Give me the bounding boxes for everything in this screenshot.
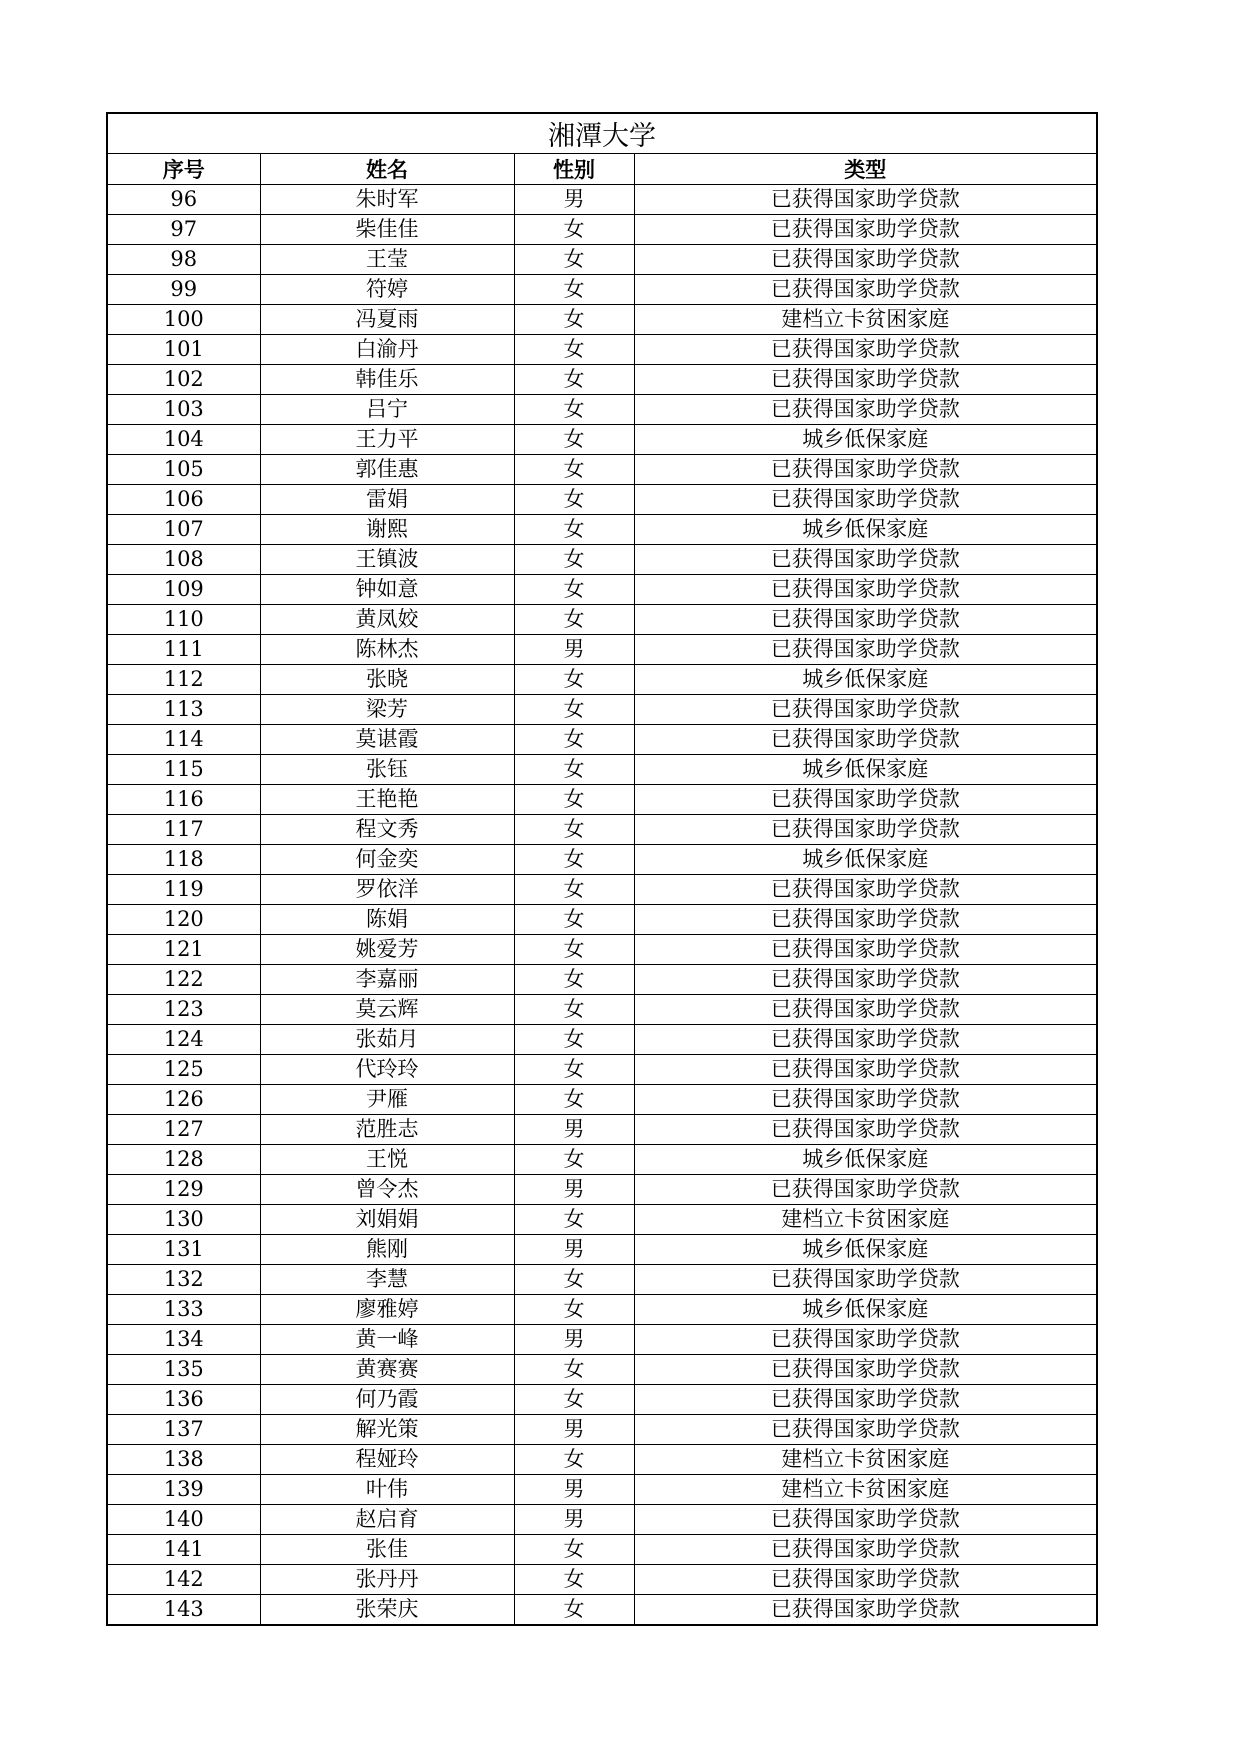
cell-gender: 女 xyxy=(514,575,634,605)
cell-name: 朱时军 xyxy=(260,185,514,215)
table-row xyxy=(107,1445,1097,1475)
table-row xyxy=(107,935,1097,965)
cell-index: 117 xyxy=(107,815,260,845)
cell-type: 建档立卡贫困家庭 xyxy=(634,305,1097,335)
table-row xyxy=(107,665,1097,695)
table-row xyxy=(107,1595,1097,1626)
cell-name: 冯夏雨 xyxy=(260,305,514,335)
cell-gender: 男 xyxy=(514,185,634,215)
cell-name: 莫谌霞 xyxy=(260,725,514,755)
table-row xyxy=(107,1355,1097,1385)
cell-gender: 男 xyxy=(514,1175,634,1205)
cell-index: 125 xyxy=(107,1055,260,1085)
cell-gender: 女 xyxy=(514,875,634,905)
cell-gender: 女 xyxy=(514,1025,634,1055)
cell-name: 李嘉丽 xyxy=(260,965,514,995)
table-row xyxy=(107,305,1097,335)
cell-gender: 女 xyxy=(514,755,634,785)
cell-index: 108 xyxy=(107,545,260,575)
table-row xyxy=(107,1295,1097,1325)
cell-name: 何乃霞 xyxy=(260,1385,514,1415)
table-row xyxy=(107,1415,1097,1445)
cell-type: 已获得国家助学贷款 xyxy=(634,1505,1097,1535)
cell-type: 城乡低保家庭 xyxy=(634,755,1097,785)
cell-gender: 女 xyxy=(514,545,634,575)
table-row xyxy=(107,485,1097,515)
cell-index: 112 xyxy=(107,665,260,695)
cell-index: 114 xyxy=(107,725,260,755)
cell-type: 已获得国家助学贷款 xyxy=(634,1265,1097,1295)
cell-index: 101 xyxy=(107,335,260,365)
cell-type: 已获得国家助学贷款 xyxy=(634,335,1097,365)
cell-index: 126 xyxy=(107,1085,260,1115)
cell-type: 城乡低保家庭 xyxy=(634,1295,1097,1325)
cell-name: 张钰 xyxy=(260,755,514,785)
cell-type: 已获得国家助学贷款 xyxy=(634,1325,1097,1355)
cell-type: 已获得国家助学贷款 xyxy=(634,905,1097,935)
table-row xyxy=(107,725,1097,755)
cell-name: 叶伟 xyxy=(260,1475,514,1505)
cell-index: 130 xyxy=(107,1205,260,1235)
cell-index: 135 xyxy=(107,1355,260,1385)
table-row xyxy=(107,455,1097,485)
cell-name: 程娅玲 xyxy=(260,1445,514,1475)
cell-type: 已获得国家助学贷款 xyxy=(634,965,1097,995)
cell-gender: 女 xyxy=(514,245,634,275)
table-row xyxy=(107,1235,1097,1265)
cell-gender: 女 xyxy=(514,1355,634,1385)
cell-type: 已获得国家助学贷款 xyxy=(634,185,1097,215)
cell-name: 何金奕 xyxy=(260,845,514,875)
cell-type: 已获得国家助学贷款 xyxy=(634,215,1097,245)
cell-gender: 男 xyxy=(514,1475,634,1505)
cell-type: 城乡低保家庭 xyxy=(634,425,1097,455)
table-row xyxy=(107,1085,1097,1115)
cell-name: 谢熙 xyxy=(260,515,514,545)
cell-type: 已获得国家助学贷款 xyxy=(634,365,1097,395)
table-row xyxy=(107,605,1097,635)
table-row xyxy=(107,245,1097,275)
table-row xyxy=(107,905,1097,935)
cell-gender: 女 xyxy=(514,1535,634,1565)
cell-type: 城乡低保家庭 xyxy=(634,1145,1097,1175)
cell-type: 城乡低保家庭 xyxy=(634,515,1097,545)
cell-name: 刘娟娟 xyxy=(260,1205,514,1235)
cell-gender: 女 xyxy=(514,785,634,815)
cell-gender: 女 xyxy=(514,455,634,485)
cell-name: 张荣庆 xyxy=(260,1595,514,1626)
cell-index: 113 xyxy=(107,695,260,725)
cell-name: 尹雁 xyxy=(260,1085,514,1115)
cell-index: 107 xyxy=(107,515,260,545)
cell-name: 白渝丹 xyxy=(260,335,514,365)
table-row xyxy=(107,1115,1097,1145)
table-row xyxy=(107,1145,1097,1175)
cell-gender: 女 xyxy=(514,815,634,845)
cell-index: 104 xyxy=(107,425,260,455)
cell-gender: 女 xyxy=(514,1145,634,1175)
cell-index: 96 xyxy=(107,185,260,215)
cell-index: 123 xyxy=(107,995,260,1025)
cell-index: 102 xyxy=(107,365,260,395)
cell-type: 建档立卡贫困家庭 xyxy=(634,1445,1097,1475)
cell-name: 熊刚 xyxy=(260,1235,514,1265)
cell-name: 吕宁 xyxy=(260,395,514,425)
table-row xyxy=(107,1475,1097,1505)
cell-name: 王悦 xyxy=(260,1145,514,1175)
cell-type: 已获得国家助学贷款 xyxy=(634,1055,1097,1085)
cell-index: 106 xyxy=(107,485,260,515)
cell-index: 109 xyxy=(107,575,260,605)
cell-gender: 男 xyxy=(514,1505,634,1535)
cell-type: 已获得国家助学贷款 xyxy=(634,725,1097,755)
cell-gender: 女 xyxy=(514,935,634,965)
cell-name: 赵启育 xyxy=(260,1505,514,1535)
header-row xyxy=(107,154,1097,185)
cell-gender: 女 xyxy=(514,1595,634,1626)
cell-type: 已获得国家助学贷款 xyxy=(634,455,1097,485)
cell-index: 140 xyxy=(107,1505,260,1535)
table-row xyxy=(107,785,1097,815)
cell-name: 廖雅婷 xyxy=(260,1295,514,1325)
cell-name: 黄赛赛 xyxy=(260,1355,514,1385)
cell-name: 李慧 xyxy=(260,1265,514,1295)
cell-name: 黄一峰 xyxy=(260,1325,514,1355)
cell-index: 131 xyxy=(107,1235,260,1265)
cell-name: 王力平 xyxy=(260,425,514,455)
table-row xyxy=(107,1205,1097,1235)
cell-index: 110 xyxy=(107,605,260,635)
cell-name: 罗依洋 xyxy=(260,875,514,905)
table-row xyxy=(107,365,1097,395)
cell-index: 116 xyxy=(107,785,260,815)
table-row xyxy=(107,635,1097,665)
cell-type: 已获得国家助学贷款 xyxy=(634,785,1097,815)
cell-type: 已获得国家助学贷款 xyxy=(634,1025,1097,1055)
cell-name: 符婷 xyxy=(260,275,514,305)
cell-gender: 女 xyxy=(514,275,634,305)
cell-index: 142 xyxy=(107,1565,260,1595)
cell-type: 已获得国家助学贷款 xyxy=(634,575,1097,605)
cell-type: 已获得国家助学贷款 xyxy=(634,815,1097,845)
table-title: 湘潭大学 xyxy=(107,113,1097,154)
cell-gender: 女 xyxy=(514,665,634,695)
cell-gender: 男 xyxy=(514,1415,634,1445)
cell-gender: 女 xyxy=(514,425,634,455)
table-row xyxy=(107,1535,1097,1565)
header-type: 类型 xyxy=(634,154,1097,185)
table-row xyxy=(107,1055,1097,1085)
cell-type: 已获得国家助学贷款 xyxy=(634,1595,1097,1626)
table-row xyxy=(107,845,1097,875)
cell-name: 王镇波 xyxy=(260,545,514,575)
cell-index: 133 xyxy=(107,1295,260,1325)
cell-type: 已获得国家助学贷款 xyxy=(634,875,1097,905)
cell-name: 程文秀 xyxy=(260,815,514,845)
cell-index: 97 xyxy=(107,215,260,245)
cell-name: 张茹月 xyxy=(260,1025,514,1055)
cell-name: 黄凤姣 xyxy=(260,605,514,635)
cell-type: 已获得国家助学贷款 xyxy=(634,1175,1097,1205)
table-row xyxy=(107,1565,1097,1595)
cell-index: 139 xyxy=(107,1475,260,1505)
cell-type: 已获得国家助学贷款 xyxy=(634,485,1097,515)
cell-gender: 女 xyxy=(514,1445,634,1475)
cell-gender: 女 xyxy=(514,335,634,365)
cell-name: 梁芳 xyxy=(260,695,514,725)
cell-index: 138 xyxy=(107,1445,260,1475)
table-row xyxy=(107,185,1097,215)
cell-index: 143 xyxy=(107,1595,260,1626)
cell-gender: 女 xyxy=(514,995,634,1025)
cell-index: 124 xyxy=(107,1025,260,1055)
cell-name: 姚爱芳 xyxy=(260,935,514,965)
cell-gender: 女 xyxy=(514,605,634,635)
cell-type: 城乡低保家庭 xyxy=(634,665,1097,695)
header-gender: 性别 xyxy=(514,154,634,185)
table-row xyxy=(107,1325,1097,1355)
cell-gender: 女 xyxy=(514,1385,634,1415)
cell-gender: 女 xyxy=(514,485,634,515)
cell-type: 已获得国家助学贷款 xyxy=(634,1565,1097,1595)
cell-gender: 女 xyxy=(514,725,634,755)
table-row xyxy=(107,1265,1097,1295)
cell-type: 已获得国家助学贷款 xyxy=(634,275,1097,305)
cell-gender: 女 xyxy=(514,1295,634,1325)
cell-name: 范胜志 xyxy=(260,1115,514,1145)
cell-type: 已获得国家助学贷款 xyxy=(634,545,1097,575)
cell-type: 已获得国家助学贷款 xyxy=(634,1535,1097,1565)
cell-type: 建档立卡贫困家庭 xyxy=(634,1475,1097,1505)
cell-gender: 女 xyxy=(514,515,634,545)
table-row xyxy=(107,575,1097,605)
cell-gender: 男 xyxy=(514,1235,634,1265)
cell-name: 张佳 xyxy=(260,1535,514,1565)
cell-name: 曾令杰 xyxy=(260,1175,514,1205)
cell-type: 已获得国家助学贷款 xyxy=(634,1085,1097,1115)
table-row xyxy=(107,275,1097,305)
cell-gender: 女 xyxy=(514,215,634,245)
title-row xyxy=(107,113,1097,154)
cell-type: 已获得国家助学贷款 xyxy=(634,1115,1097,1145)
cell-index: 98 xyxy=(107,245,260,275)
cell-gender: 女 xyxy=(514,1085,634,1115)
cell-index: 132 xyxy=(107,1265,260,1295)
cell-type: 已获得国家助学贷款 xyxy=(634,605,1097,635)
cell-index: 115 xyxy=(107,755,260,785)
cell-type: 城乡低保家庭 xyxy=(634,845,1097,875)
table-row xyxy=(107,215,1097,245)
cell-gender: 女 xyxy=(514,395,634,425)
cell-name: 解光策 xyxy=(260,1415,514,1445)
cell-gender: 女 xyxy=(514,965,634,995)
table-row xyxy=(107,515,1097,545)
cell-name: 雷娟 xyxy=(260,485,514,515)
cell-index: 103 xyxy=(107,395,260,425)
cell-index: 121 xyxy=(107,935,260,965)
table-row xyxy=(107,335,1097,365)
cell-name: 柴佳佳 xyxy=(260,215,514,245)
header-index: 序号 xyxy=(107,154,260,185)
table-row xyxy=(107,695,1097,725)
cell-gender: 女 xyxy=(514,1265,634,1295)
cell-name: 代玲玲 xyxy=(260,1055,514,1085)
cell-index: 128 xyxy=(107,1145,260,1175)
cell-index: 141 xyxy=(107,1535,260,1565)
table-row xyxy=(107,1385,1097,1415)
cell-index: 105 xyxy=(107,455,260,485)
table-row xyxy=(107,1175,1097,1205)
table-row xyxy=(107,815,1097,845)
cell-gender: 女 xyxy=(514,1565,634,1595)
table-row xyxy=(107,965,1097,995)
cell-name: 莫云辉 xyxy=(260,995,514,1025)
cell-name: 王艳艳 xyxy=(260,785,514,815)
cell-type: 已获得国家助学贷款 xyxy=(634,1355,1097,1385)
table-body xyxy=(107,185,1097,1626)
cell-type: 已获得国家助学贷款 xyxy=(634,395,1097,425)
cell-type: 已获得国家助学贷款 xyxy=(634,245,1097,275)
cell-name: 陈娟 xyxy=(260,905,514,935)
cell-type: 已获得国家助学贷款 xyxy=(634,935,1097,965)
cell-index: 111 xyxy=(107,635,260,665)
cell-index: 134 xyxy=(107,1325,260,1355)
cell-name: 王莹 xyxy=(260,245,514,275)
cell-name: 韩佳乐 xyxy=(260,365,514,395)
cell-name: 陈林杰 xyxy=(260,635,514,665)
cell-gender: 女 xyxy=(514,1205,634,1235)
cell-index: 100 xyxy=(107,305,260,335)
cell-index: 129 xyxy=(107,1175,260,1205)
table-row xyxy=(107,545,1097,575)
header-name: 姓名 xyxy=(260,154,514,185)
cell-type: 已获得国家助学贷款 xyxy=(634,995,1097,1025)
cell-type: 城乡低保家庭 xyxy=(634,1235,1097,1265)
cell-gender: 女 xyxy=(514,1055,634,1085)
cell-type: 建档立卡贫困家庭 xyxy=(634,1205,1097,1235)
table-row xyxy=(107,995,1097,1025)
cell-index: 120 xyxy=(107,905,260,935)
cell-index: 119 xyxy=(107,875,260,905)
table-row xyxy=(107,425,1097,455)
cell-gender: 女 xyxy=(514,695,634,725)
cell-gender: 男 xyxy=(514,1325,634,1355)
cell-gender: 女 xyxy=(514,905,634,935)
cell-gender: 女 xyxy=(514,365,634,395)
cell-gender: 女 xyxy=(514,305,634,335)
cell-type: 已获得国家助学贷款 xyxy=(634,695,1097,725)
cell-index: 118 xyxy=(107,845,260,875)
cell-index: 137 xyxy=(107,1415,260,1445)
table-row xyxy=(107,875,1097,905)
cell-type: 已获得国家助学贷款 xyxy=(634,635,1097,665)
cell-index: 136 xyxy=(107,1385,260,1415)
cell-type: 已获得国家助学贷款 xyxy=(634,1415,1097,1445)
table-row xyxy=(107,1025,1097,1055)
cell-gender: 男 xyxy=(514,635,634,665)
cell-type: 已获得国家助学贷款 xyxy=(634,1385,1097,1415)
cell-index: 127 xyxy=(107,1115,260,1145)
cell-index: 122 xyxy=(107,965,260,995)
student-table xyxy=(106,112,1098,1626)
cell-name: 郭佳惠 xyxy=(260,455,514,485)
cell-gender: 女 xyxy=(514,845,634,875)
table-row xyxy=(107,1505,1097,1535)
cell-index: 99 xyxy=(107,275,260,305)
cell-name: 张晓 xyxy=(260,665,514,695)
table-row xyxy=(107,755,1097,785)
cell-gender: 男 xyxy=(514,1115,634,1145)
cell-name: 钟如意 xyxy=(260,575,514,605)
cell-name: 张丹丹 xyxy=(260,1565,514,1595)
table-row xyxy=(107,395,1097,425)
